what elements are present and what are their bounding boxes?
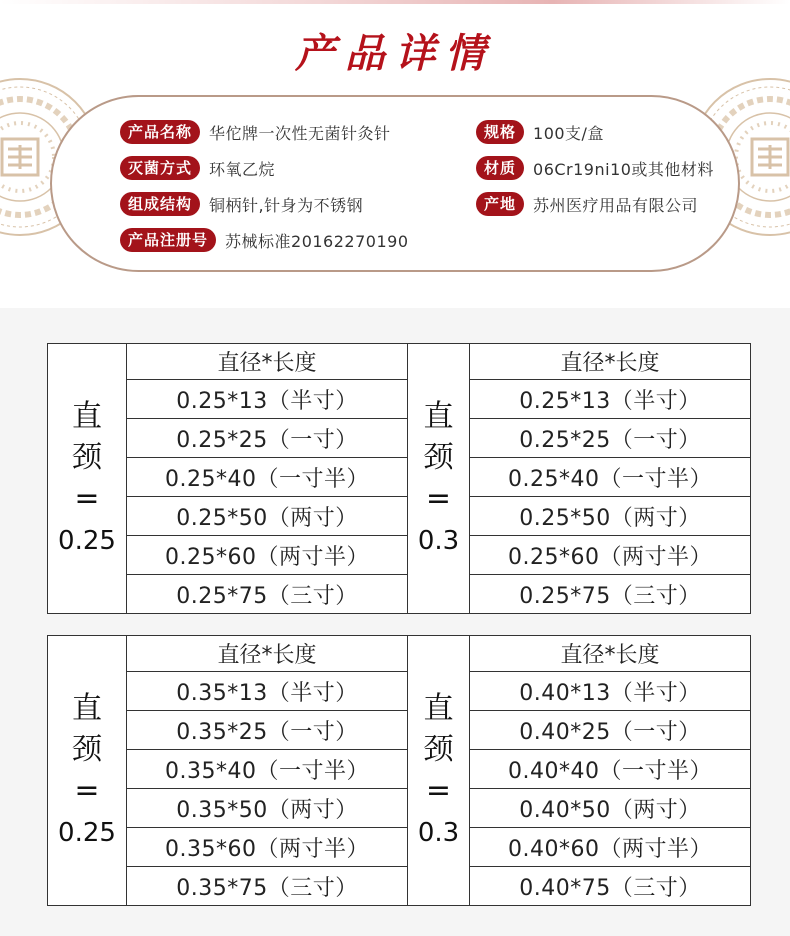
info-label: 组成结构 — [120, 192, 200, 216]
info-value: 环氧乙烷 — [209, 159, 276, 179]
table-cell: 0.40*50（两寸） — [470, 789, 751, 828]
table-cell: 0.40*40（一寸半） — [470, 750, 751, 789]
table-cell: 0.25*75（三寸） — [470, 575, 751, 614]
info-label: 灭菌方式 — [120, 156, 200, 180]
info-row-registration — [120, 227, 409, 253]
table-cell: 0.35*13（半寸） — [127, 672, 408, 711]
info-value: 06Cr19ni10或其他材料 — [533, 159, 714, 179]
table-cell: 0.25*40（一寸半） — [470, 458, 751, 497]
info-label: 材质 — [476, 156, 524, 180]
table-cell: 0.35*25（一寸） — [127, 711, 408, 750]
info-row-name — [120, 119, 391, 145]
table-cell: 0.35*60（两寸半） — [127, 828, 408, 867]
table-cell: 0.25*60（两寸半） — [127, 536, 408, 575]
info-label: 产品名称 — [120, 120, 200, 144]
side-value: 0.3 — [417, 817, 460, 848]
info-row-material — [476, 155, 714, 181]
spec-table-1 — [47, 343, 751, 614]
side-char: 颈 — [72, 439, 102, 475]
column-header: 直径*长度 — [470, 344, 751, 380]
info-value: 100支/盒 — [533, 123, 604, 143]
table-cell: 0.35*40（一寸半） — [127, 750, 408, 789]
table-cell: 0.25*13（半寸） — [127, 380, 408, 419]
product-info-panel — [50, 95, 740, 272]
page-title: 产品详情 — [295, 30, 495, 77]
side-value: 0.25 — [58, 525, 116, 556]
table-cell: 0.25*75（三寸） — [127, 575, 408, 614]
info-value: 苏州医疗用品有限公司 — [533, 195, 699, 215]
table-cell: 0.25*40（一寸半） — [127, 458, 408, 497]
side-char: 颈 — [423, 731, 454, 767]
table-cell: 0.25*25（一寸） — [127, 419, 408, 458]
diameter-side-label — [48, 636, 127, 906]
table-cell: 0.25*50（两寸） — [127, 497, 408, 536]
info-value: 铜柄针,针身为不锈钢 — [209, 195, 364, 215]
table-cell: 0.25*50（两寸） — [470, 497, 751, 536]
side-value: 0.25 — [58, 817, 116, 848]
table-cell: 0.35*50（两寸） — [127, 789, 408, 828]
info-value: 苏械标准20162270190 — [225, 231, 409, 251]
column-header: 直径*长度 — [470, 636, 751, 672]
product-detail-header — [0, 0, 790, 308]
diameter-side-label — [48, 344, 127, 614]
table-cell: 0.40*60（两寸半） — [470, 828, 751, 867]
side-char: = — [425, 480, 452, 516]
column-header: 直径*长度 — [127, 636, 408, 672]
info-row-origin — [476, 191, 698, 217]
info-label: 产地 — [476, 192, 524, 216]
side-char: 颈 — [423, 439, 454, 475]
side-char: 直 — [72, 690, 102, 726]
side-char: 颈 — [72, 731, 102, 767]
side-char: 直 — [423, 690, 454, 726]
table-cell: 0.40*25（一寸） — [470, 711, 751, 750]
info-label: 产品注册号 — [120, 228, 216, 252]
side-char: = — [74, 772, 100, 808]
diameter-side-label — [408, 344, 470, 614]
side-char: = — [425, 772, 452, 808]
info-row-sterilization — [120, 155, 275, 181]
top-decorative-line — [0, 0, 790, 4]
table-cell: 0.40*75（三寸） — [470, 867, 751, 906]
diameter-side-label — [408, 636, 470, 906]
spec-table-2 — [47, 635, 751, 906]
side-char: = — [74, 480, 100, 516]
side-char: 直 — [423, 398, 454, 434]
table-cell: 0.25*60（两寸半） — [470, 536, 751, 575]
info-row-structure — [120, 191, 363, 217]
table-cell: 0.25*13（半寸） — [470, 380, 751, 419]
table-cell: 0.35*75（三寸） — [127, 867, 408, 906]
side-char: 直 — [72, 398, 102, 434]
table-cell: 0.40*13（半寸） — [470, 672, 751, 711]
side-value: 0.3 — [417, 525, 460, 556]
table-cell: 0.25*25（一寸） — [470, 419, 751, 458]
info-label: 规格 — [476, 120, 524, 144]
info-row-spec — [476, 119, 604, 145]
column-header: 直径*长度 — [127, 344, 408, 380]
info-value: 华佗牌一次性无菌针灸针 — [209, 123, 391, 143]
